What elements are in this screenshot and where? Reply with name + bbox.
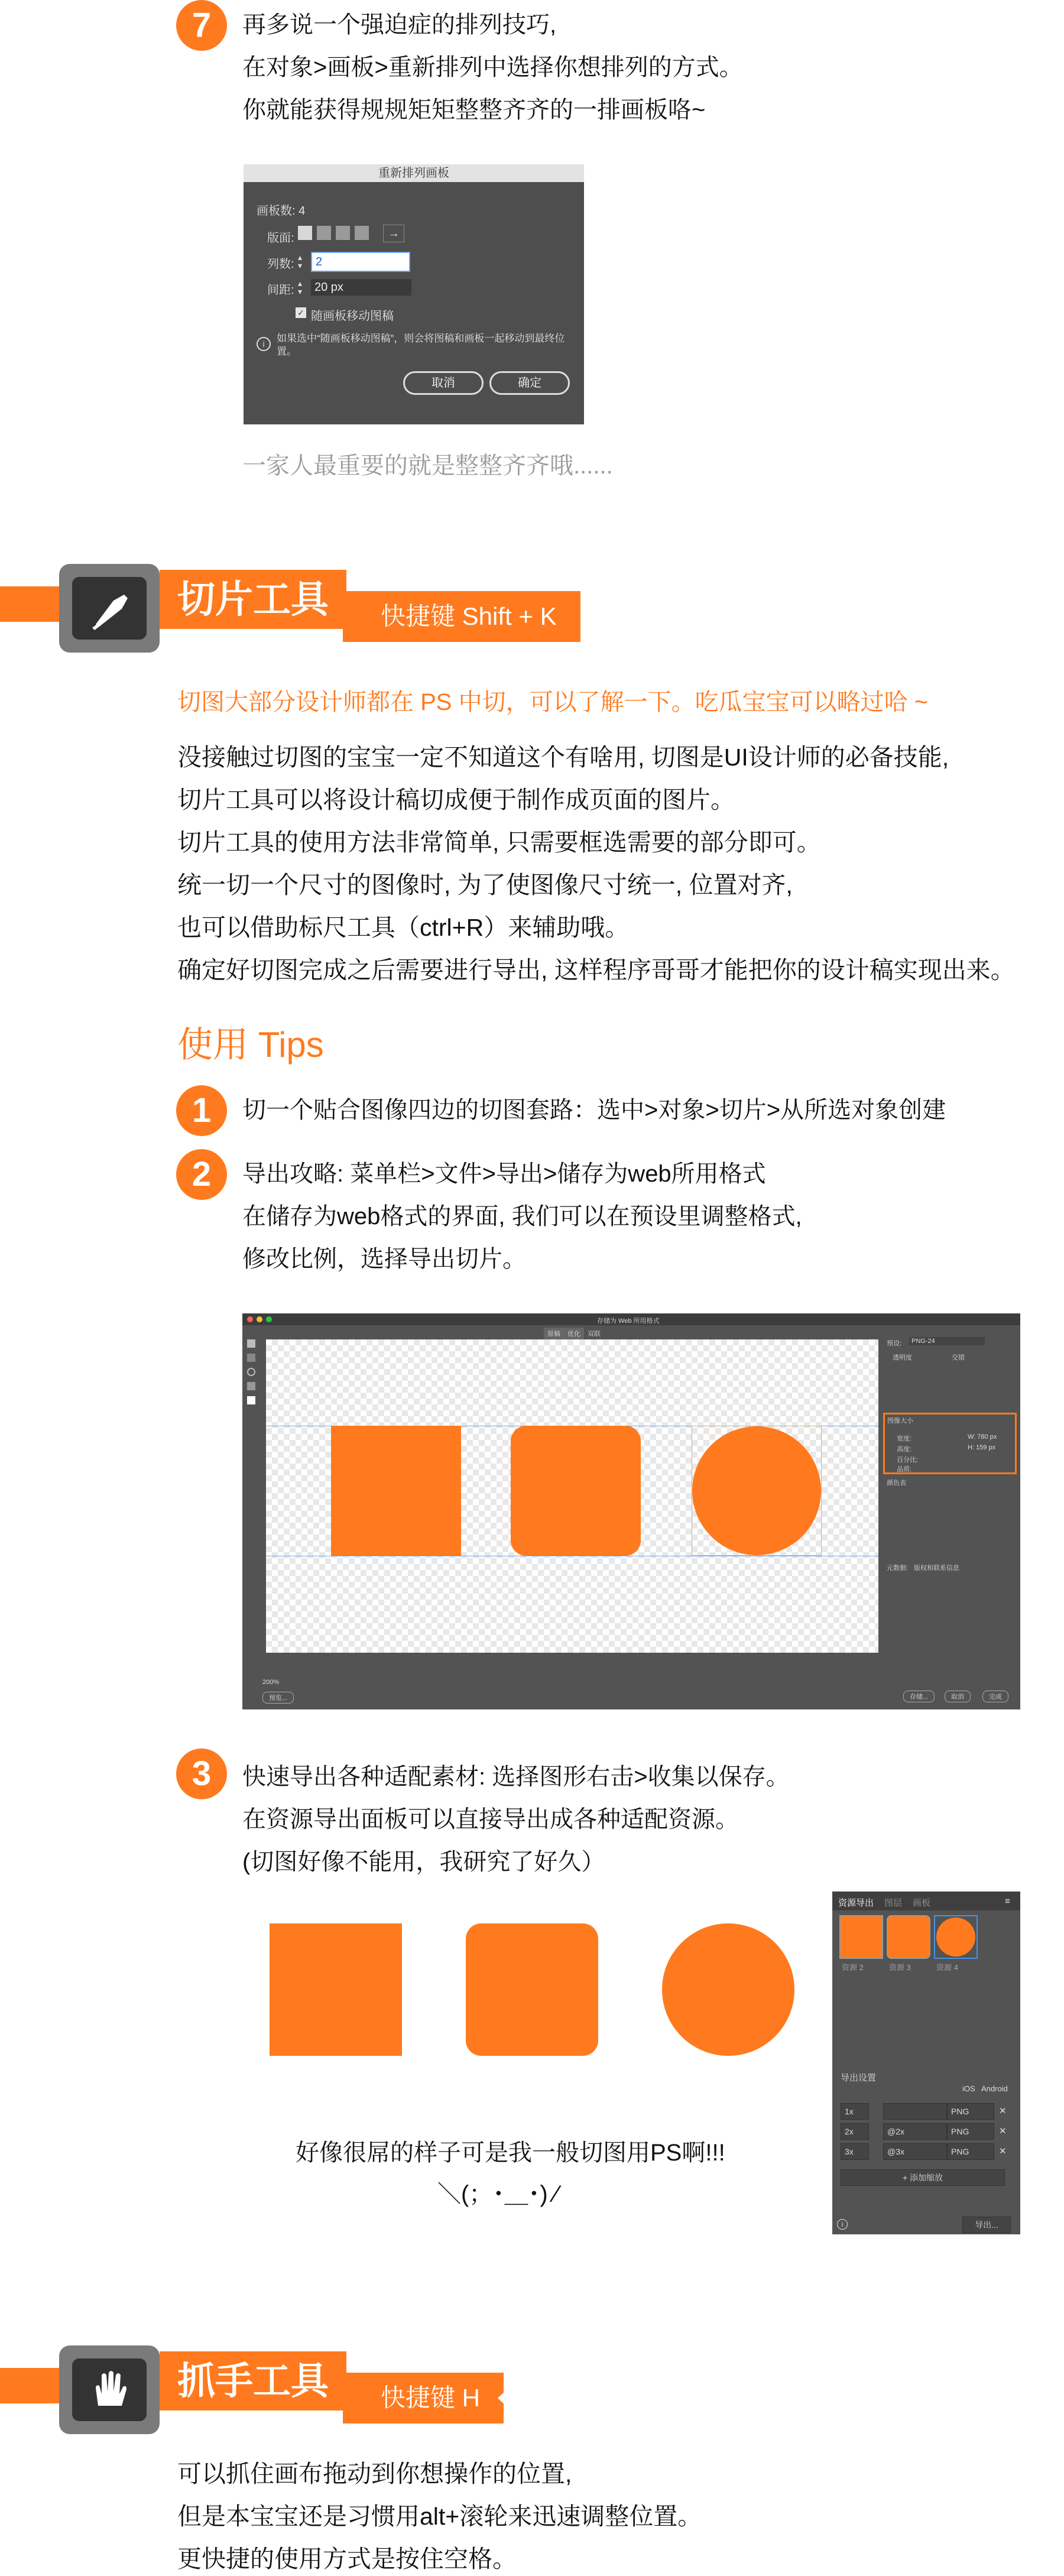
window-min-dot[interactable] <box>257 1316 262 1322</box>
kaomoji: ＼(；･＿･) ⁄ <box>437 2181 559 2207</box>
interlace-checkbox[interactable]: 交错 <box>952 1354 965 1361</box>
shortcut-ribbon-tip <box>498 2373 525 2423</box>
info-text: 如果选中“随画板移动图稿”，则会将图稿和画板一起移动到最终位置。 <box>277 333 565 357</box>
remove-row-icon[interactable]: ✕ <box>999 2126 1007 2136</box>
preset-select[interactable]: PNG-24 <box>909 1337 985 1345</box>
move-artwork-checkbox[interactable]: ✓ <box>296 307 306 318</box>
asset-label-4: 资源 4 <box>936 1963 958 1972</box>
columns-input[interactable]: 2 <box>311 252 410 272</box>
slice-shortcut: 快捷键 Shift + K <box>343 591 580 642</box>
info-icon: i <box>257 337 271 351</box>
hand-shortcut: 快捷键 H <box>343 2373 504 2423</box>
tools-column <box>245 1337 258 1414</box>
hand-tool-title: 抓手工具 <box>160 2351 346 2410</box>
window-title: 存储为 Web 所用格式 <box>597 1318 660 1325</box>
tab-original[interactable]: 原稿 <box>544 1328 564 1339</box>
tab-artboards[interactable]: 画板 <box>913 1898 931 1908</box>
width-value: W: 780 px <box>968 1433 997 1441</box>
image-size-title: 图像大小 <box>887 1417 913 1425</box>
columns-label: 列数: <box>267 258 294 271</box>
asset-label-2: 资源 2 <box>842 1963 864 1972</box>
height-label: 高度: <box>897 1446 912 1453</box>
image-size-box <box>883 1413 1017 1474</box>
scale-select[interactable]: 1x <box>841 2103 869 2120</box>
quality-label: 品质: <box>897 1466 912 1473</box>
square-shape[interactable] <box>331 1426 461 1556</box>
asset-thumb-square[interactable] <box>839 1915 883 1959</box>
transparency-checkbox[interactable]: 透明度 <box>893 1354 912 1361</box>
circle-asset <box>662 1923 794 2056</box>
direction-arrow-button[interactable]: → <box>383 225 404 242</box>
zoom-icon[interactable] <box>247 1368 255 1376</box>
step7-line-1: 再多说一个强迫症的排列技巧, <box>242 12 557 38</box>
slice-tool-header <box>0 564 650 635</box>
save-button[interactable]: 存储... <box>903 1691 935 1702</box>
rounded-square-asset <box>466 1923 598 2056</box>
layout-grid-col-button[interactable] <box>317 226 331 240</box>
eyedropper-icon[interactable] <box>247 1382 255 1390</box>
knife-icon <box>72 577 147 640</box>
step7-line-2: 在对象>画板>重新排列中选择你想排列的方式。 <box>242 54 743 80</box>
joke-text: 好像很屌的样子可是我一般切图用PS啊!!! <box>296 2140 725 2166</box>
export-settings-header: 导出设置 <box>841 2073 877 2083</box>
tip3-line-2: 在资源导出面板可以直接导出成各种适配资源。 <box>242 1806 739 1832</box>
tab-optimized[interactable]: 优化 <box>564 1328 584 1339</box>
asset-thumb-circle <box>936 1918 975 1957</box>
scale-select[interactable]: 3x <box>841 2143 869 2160</box>
suffix-input[interactable] <box>883 2103 947 2120</box>
ok-button[interactable]: 确定 <box>489 371 570 395</box>
step7-line-3: 你就能获得规规矩矩整整齐齐的一排画板咯~ <box>242 97 706 123</box>
suffix-input[interactable]: @3x <box>883 2143 947 2160</box>
percent-label: 百分比: <box>897 1456 919 1464</box>
spacing-stepper-icon[interactable]: ▴ ▾ <box>298 278 303 296</box>
circle-shape[interactable] <box>692 1426 821 1555</box>
format-select[interactable]: PNG <box>947 2103 994 2120</box>
square-asset <box>270 1923 402 2056</box>
layout-row-button[interactable] <box>336 226 350 240</box>
step-number-badge: 7 <box>176 0 227 51</box>
tip1-text: 切一个贴合图像四边的切图套路：选中>对象>切片>从所选对象创建 <box>242 1097 946 1123</box>
step7-caption: 一家人最重要的就是整整齐齐哦...... <box>242 453 613 479</box>
tool-icon-box <box>59 2345 160 2434</box>
preview-canvas[interactable] <box>266 1339 878 1653</box>
tip-number-badge: 3 <box>176 1748 227 1799</box>
layout-col-button[interactable] <box>355 226 369 240</box>
export-row <box>841 2143 1012 2161</box>
slice-para-2: 切片工具可以将设计稿切成便于制作成页面的图片。 <box>177 786 735 813</box>
info-icon[interactable]: i <box>837 2219 848 2230</box>
preview-button[interactable]: 预览... <box>262 1692 294 1704</box>
tip3-line-1: 快速导出各种适配素材: 选择图形右击>收集以保存。 <box>242 1764 790 1790</box>
spacing-input[interactable]: 20 px <box>311 279 411 296</box>
remove-row-icon[interactable]: ✕ <box>999 2146 1007 2156</box>
save-for-web-window <box>242 1313 1020 1709</box>
slice-para-1: 没接触过切图的宝宝一定不知道这个有啥用, 切图是UI设计师的必备技能, <box>177 744 949 771</box>
hand-icon <box>72 2358 147 2421</box>
export-row <box>841 2123 1012 2141</box>
hand-line-2: 但是本宝宝还是习惯用alt+滚轮来迅速调整位置。 <box>177 2503 702 2530</box>
android-label: Android <box>981 2084 1008 2093</box>
hand-tool-header <box>0 2345 532 2416</box>
tab-layers[interactable]: 图层 <box>884 1898 903 1908</box>
metadata-select[interactable]: 版权和联系信息 <box>914 1565 959 1572</box>
layout-label: 版面: <box>267 232 294 245</box>
columns-stepper-icon[interactable]: ▴ ▾ <box>298 252 303 270</box>
export-button[interactable]: 导出... <box>962 2217 1011 2233</box>
rearrange-artboards-dialog <box>244 164 584 424</box>
panel-menu-icon[interactable]: ≡ <box>1005 1896 1010 1906</box>
asset-thumb-rounded[interactable] <box>887 1915 930 1959</box>
tip3-line-3: (切图好像不能用，我研究了好久） <box>242 1849 605 1875</box>
asset-label-3: 资源 3 <box>889 1963 911 1972</box>
slice-select-icon[interactable] <box>247 1354 255 1362</box>
tab-2up[interactable]: 双联 <box>588 1331 601 1338</box>
tip-number-badge: 1 <box>176 1085 227 1136</box>
slice-tool-title: 切片工具 <box>160 570 346 629</box>
window-max-dot[interactable] <box>266 1316 272 1322</box>
hand-line-1: 可以抓住画布拖动到你想操作的位置, <box>177 2460 572 2487</box>
rounded-square-shape[interactable] <box>511 1426 641 1556</box>
slice-para-4: 统一切一个尺寸的图像时, 为了使图像尺寸统一, 位置对齐, <box>177 871 793 898</box>
tip2-line-2: 在储存为web格式的界面, 我们可以在预设里调整格式, <box>242 1203 802 1229</box>
metadata-label: 元数据: <box>887 1565 909 1572</box>
tip-number-badge: 2 <box>176 1149 227 1200</box>
preset-label: 预设: <box>887 1340 902 1347</box>
width-label: 宽度: <box>897 1435 912 1442</box>
export-row <box>841 2103 1012 2121</box>
window-close-dot[interactable] <box>247 1316 253 1322</box>
remove-row-icon[interactable]: ✕ <box>999 2106 1007 2116</box>
format-select[interactable]: PNG <box>947 2123 994 2140</box>
slice-para-3: 切片工具的使用方法非常简单, 只需要框选需要的部分即可。 <box>177 829 821 856</box>
hand-line-3: 更快捷的使用方式是按住空格。 <box>177 2545 517 2572</box>
artboard-count: 画板数: 4 <box>257 205 306 218</box>
suffix-input[interactable]: @2x <box>883 2123 947 2140</box>
format-select[interactable]: PNG <box>947 2143 994 2160</box>
tips-title: 使用 Tips <box>177 1025 324 1065</box>
hand-tool-icon[interactable] <box>247 1339 255 1348</box>
cancel-button[interactable]: 取消 <box>403 371 484 395</box>
add-scale-button[interactable]: + 添加缩放 <box>841 2169 1005 2186</box>
scale-select[interactable]: 2x <box>841 2123 869 2140</box>
dialog-title: 重新排列画板 <box>244 164 584 182</box>
zoom-level[interactable]: 200% <box>262 1679 280 1686</box>
color-table-label: 颜色表 <box>887 1480 906 1487</box>
color-swatch-icon[interactable] <box>247 1396 255 1404</box>
slice-para-5: 也可以借助标尺工具（ctrl+R）来辅助哦。 <box>177 914 630 941</box>
tip2-line-1: 导出攻略: 菜单栏>文件>导出>储存为web所用格式 <box>242 1161 766 1187</box>
tip2-line-3: 修改比例，选择导出切片。 <box>242 1246 526 1272</box>
asset-export-panel <box>832 1892 1020 2234</box>
shortcut-ribbon-tip <box>606 591 634 642</box>
ios-label: iOS <box>962 2084 975 2093</box>
spacing-label: 间距: <box>267 284 294 297</box>
tab-asset-export[interactable]: 资源导出 <box>838 1898 874 1908</box>
tool-icon-box <box>59 564 160 653</box>
layout-grid-row-button[interactable] <box>298 226 312 240</box>
slice-intro: 切图大部分设计师都在 PS 中切，可以了解一下。吃瓜宝宝可以略过哈 ~ <box>177 689 929 715</box>
move-artwork-label: 随画板移动图稿 <box>311 310 394 323</box>
done-button[interactable]: 完成 <box>982 1691 1008 1702</box>
cancel-button[interactable]: 取消 <box>945 1691 971 1702</box>
height-value: H: 159 px <box>968 1444 996 1451</box>
slice-para-6: 确定好切图完成之后需要进行导出, 这样程序哥哥才能把你的设计稿实现出来。 <box>177 956 1015 984</box>
